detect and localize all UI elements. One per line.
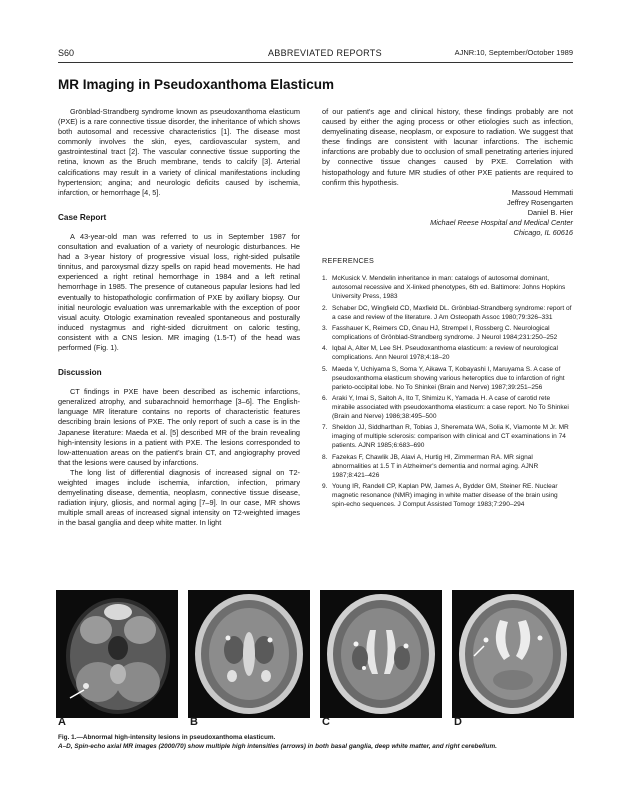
reference-text: Fasshauer K, Reimers CD, Gnau HJ, Strempel I, Rossberg C. Neurological complications of Grönblad-Strandberg syndrome. J Neurol 1984;231:250–252	[332, 325, 558, 341]
discussion-paragraph-1: CT findings in PXE have been described as ischemic infarctions, generalized atrophy, and subarachnoid hemorrhage [3–6]. The English-language MR literature contains no reports of characteristic features describing brain lesions of PXE. The only report of such a case is in the Japanese literature: Maeda et al. [5] described MR of the brain revealing high-intensity lesions in a patient with PXE. The lesions corresponded to low-attenuation areas on the patient's brain CT, and angiography proved that the lesions were caused by infarctions.	[58, 387, 300, 467]
reference-text: Schaber DC, Wingfield CD, Maxfield DL. Grönblad-Strandberg syndrome: report of a case and review of the literature. J Am Osteopath Assoc 1980;79:326–331	[332, 304, 572, 321]
journal-citation: AJNR:10, September/October 1989	[454, 48, 573, 57]
author-name: Daniel B. Hier	[527, 207, 573, 217]
figure-1	[56, 590, 575, 718]
reference-number: 3.	[322, 325, 328, 333]
reference-number: 9.	[322, 483, 328, 491]
panel-label-a: A	[58, 716, 66, 728]
article-title: MR Imaging in Pseudoxanthoma Elasticum	[58, 77, 335, 92]
reference-text: Iqbal A, Alter M, Lee SH. Pseudoxanthoma elasticum: a review of neurological complications. Ann Neurol 1978;4:18–20	[332, 345, 558, 362]
intro-paragraph: Grönblad-Strandberg syndrome known as pseudoxanthoma elasticum (PXE) is a rare connective tissue disorder, the inheritance of which shows both autosomal and recessive characteristics [1]. The disease most commonly involves the skin, eyes, cardiovascular system, and gastrointestinal tract [2]. The vascular connective tissue supporting the retina, known as the Bruch membrane, tends to calcify [3]. Arterial calcifications may result in a variety of clinical manifestations including hypertension; angina; and neurologic deficits caused by ischemia, infarction, or hemorrhage [4, 5].	[58, 107, 300, 197]
discussion-paragraph-2: The long list of differential diagnosis of increased signal on T2-weighted images include ischemia, infarction, infection, primary demyelinating disease, dementia, neoplasm, connective tissue disease, radiation injury, gliosis, and normal aging [7–9]. In our case, MR shows multiple small areas of increased signal intensity on T2-weighted images in the basal ganglia and deep white matter. In light	[58, 467, 300, 528]
signature-block	[322, 188, 573, 238]
reference-item	[322, 395, 573, 422]
reference-text: Maeda Y, Uchiyama S, Soma Y, Aikawa T, Kobayashi I, Maruyama S. A case of pseudoxanthoma elasticum showing various heteroptics due to infarction of right parieto-occipital lobe. No To Shinkei (Brain and Nerve) 1987;39:251–256	[332, 365, 565, 391]
right-column	[322, 107, 573, 512]
affiliation: Michael Reese Hospital and Medical Center	[430, 218, 573, 228]
reference-text: McKusick V. Mendelin inheritance in man: catalogs of autosomal dominant, autosomal recessive and X-linked phenotypes, 6th ed. Baltimore: Johns Hopkins University Press, 1983	[332, 275, 566, 301]
reference-number: 6.	[322, 395, 328, 403]
header-rule	[58, 62, 573, 63]
mr-image-panel-a	[56, 590, 178, 718]
left-column	[58, 107, 300, 528]
caption-body: A–D, Spin-echo axial MR images (2000/70) show multiple high intensities (arrows) in both basal ganglia, deep white matter, and right cerebellum.	[58, 743, 497, 750]
affiliation-location: Chicago, IL 60616	[513, 228, 573, 238]
discussion-heading: Discussion	[58, 368, 102, 378]
caption-title: Fig. 1.—Abnormal high-intensity lesions in pseudoxanthoma elasticum.	[58, 734, 276, 741]
reference-text: Young IR, Randell CP, Kaplan PW, James A, Bydder GM, Steiner RE. Nuclear magnetic resonance (NMR) imaging in white matter disease of the brain using spin-echo sequences. J Comput Assisted Tomogr 1983;7:290–294	[332, 483, 558, 508]
author-name: Massoud Hemmati	[511, 187, 573, 197]
reference-number: 8.	[322, 453, 328, 461]
figure-caption	[58, 733, 578, 751]
page-number: S60	[58, 48, 75, 58]
reference-item	[322, 483, 573, 510]
reference-text: Sheldon JJ, Siddharthan R, Tobias J, Sheremata WA, Solia K, Viamonte M Jr. MR imaging of multiple sclerosis: comparison with clinical and CT examinations in 74 patients. AJNR 1985;6:683–690	[332, 424, 569, 450]
mr-image-panel-c	[320, 590, 442, 718]
case-report-paragraph: A 43-year-old man was referred to us in September 1987 for consultation and evaluation of a variety of neurologic disturbances. He had a 3-year history of progressive visual loss, right-sided pulsatile tinnitus, and paroxysmal dizzy spells on rapid head movements. He had experienced a right retinal hemorrhage in 1984 and a left retinal hemorrhage in 1985. The presence of cutaneous papular lesions had led eventually to histopathologic confirmation of PXE by axillary biopsy. Our initial neurologic evaluation was unremarkable with the exception of poor visual acuity. Otologic examination revealed spontaneous and posturally induced nystagmus and right-sided dicruitment on caloric testing, consistent with a CNS lesion. MR imaging (1.5-T) of the head was performed (Fig. 1).	[58, 231, 300, 352]
references-heading: REFERENCES	[322, 256, 375, 266]
reference-item	[322, 345, 573, 363]
reference-item	[322, 275, 573, 302]
reference-number: 1.	[322, 275, 328, 283]
reference-item	[322, 305, 573, 323]
reference-item	[322, 366, 573, 393]
reference-number: 7.	[322, 424, 328, 432]
reference-text: Fazekas F, Chawlik JB, Alavi A, Hurtig HI, Zimmerman RA. MR signal abnormalities at 1.5 T in Alzheimer's dementia and normal aging. AJNR 1987;8:421–426	[332, 453, 539, 479]
panel-label-d: D	[454, 716, 462, 728]
reference-number: 4.	[322, 345, 328, 353]
running-head	[58, 48, 573, 62]
reference-number: 5.	[322, 365, 328, 373]
panel-label-c: C	[322, 716, 330, 728]
reference-item	[322, 454, 573, 481]
case-report-heading: Case Report	[58, 212, 107, 222]
references-list	[322, 275, 573, 510]
section-label: ABBREVIATED REPORTS	[268, 48, 382, 58]
mr-image-panel-b	[188, 590, 310, 718]
mr-image-panel-d	[452, 590, 574, 718]
reference-item	[322, 424, 573, 451]
reference-number: 2.	[322, 304, 328, 312]
author-name: Jeffrey Rosengarten	[507, 197, 573, 207]
reference-item	[322, 325, 573, 343]
reference-text: Araki Y, Imai S, Saitoh A, Ito T, Shimizu K, Yamada H. A case of carotid rete mirabile associated with pseudoxanthoma elasticum: a case report. No To Shinkei (Brain and Nerve) 1986;38:495–500	[332, 395, 569, 420]
discussion-paragraph-3: of our patient's age and clinical history, these findings probably are not caused by either the aging process or other etiologies such as infection, demyelinating disease, neoplasm, or exposure to radiation. We suggest that these findings are consistent with lacunar infarctions. The ischemic infarctions are probably due to occlusion of small penetrating arteries injured by connective tissue changes caused by PXE. Correlation with histopathology and future MR studies of other PXE patients are required to confirm this hypothesis.	[322, 107, 573, 187]
panel-label-b: B	[190, 716, 198, 728]
